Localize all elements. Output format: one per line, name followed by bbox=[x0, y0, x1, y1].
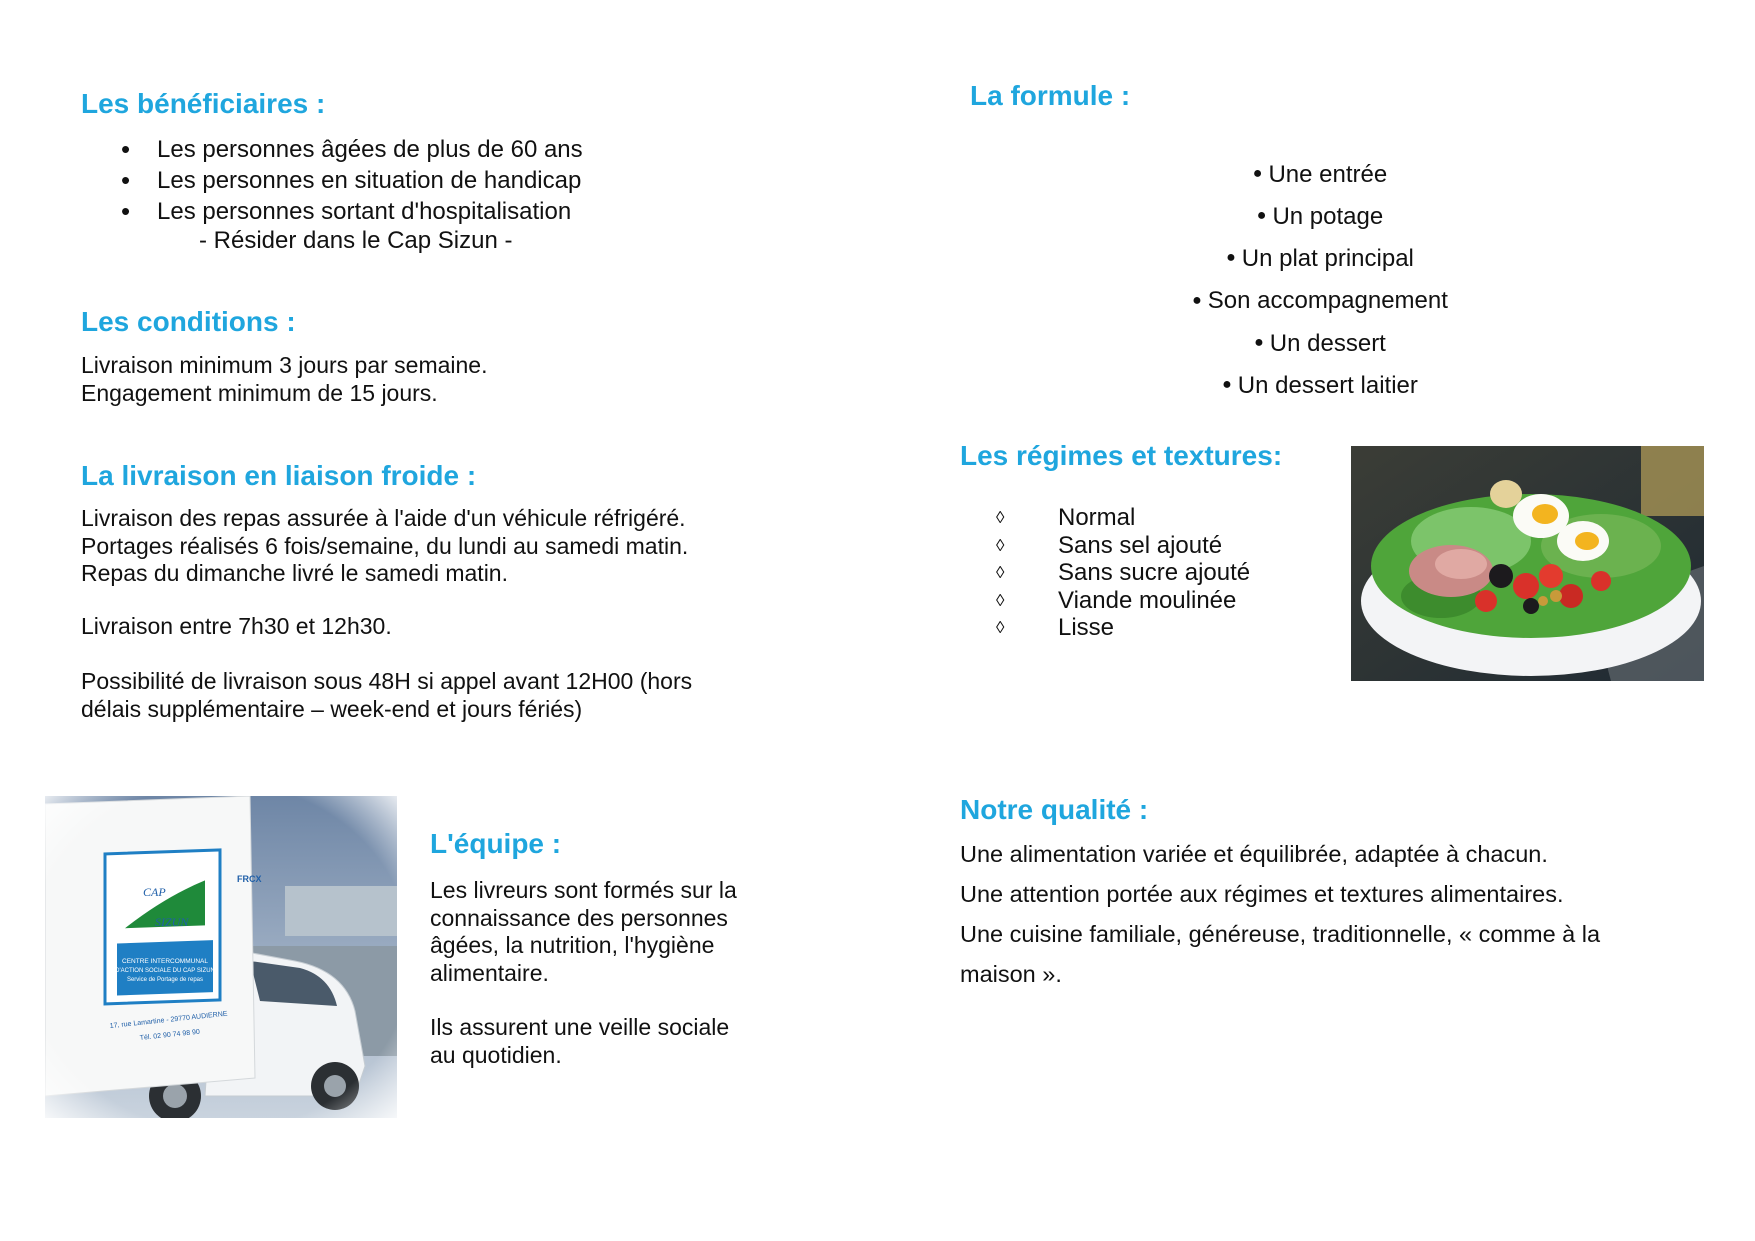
equipe-line: au quotidien. bbox=[430, 1041, 562, 1068]
bullet-icon: ● bbox=[1256, 207, 1267, 225]
delivery-van-photo bbox=[45, 796, 397, 1118]
conditions-line: Livraison minimum 3 jours par semaine. bbox=[81, 352, 488, 378]
salad-photo bbox=[1351, 446, 1704, 681]
diamond-icon: ◊ bbox=[996, 508, 1005, 527]
livraison-horaires: Livraison entre 7h30 et 12h30. bbox=[81, 613, 392, 639]
list-item: • Les personnes en situation de handicap bbox=[83, 165, 583, 196]
list-item: ● Son accompagnement bbox=[1192, 287, 1448, 315]
qualite-line: Une alimentation variée et équilibrée, adaptée à chacun. bbox=[960, 841, 1548, 867]
list-item: ● Un potage bbox=[1256, 203, 1384, 231]
formule-list bbox=[1125, 154, 1515, 407]
qualite-title: Notre qualité : bbox=[960, 794, 1149, 825]
equipe-line: connaissance des personnes bbox=[430, 904, 728, 931]
diamond-icon: ◊ bbox=[996, 535, 1005, 555]
regimes-title: Les régimes et textures: bbox=[960, 440, 1283, 471]
delivery-van-illustration bbox=[45, 796, 397, 1118]
qualite-line: maison ». bbox=[960, 961, 1062, 987]
bullet-icon: ● bbox=[1252, 165, 1263, 183]
diamond-icon: ◊ bbox=[996, 590, 1005, 610]
equipe-line: âgées, la nutrition, l'hygiène bbox=[430, 932, 715, 958]
livraison-title: La livraison en liaison froide : bbox=[81, 460, 477, 491]
conditions-line: Engagement minimum de 15 jours. bbox=[81, 379, 438, 406]
list-item: ● Une entrée bbox=[1252, 161, 1388, 188]
residence-note: - Résider dans le Cap Sizun - bbox=[199, 227, 513, 254]
list-item: ● Un dessert laitier bbox=[1222, 371, 1418, 399]
equipe-text bbox=[430, 877, 737, 987]
equipe-title: L'équipe : bbox=[430, 828, 562, 859]
bullet-icon: ● bbox=[1226, 249, 1236, 267]
bullet-icon: ● bbox=[1222, 375, 1232, 393]
beneficiaires-title: Les bénéficiaires : bbox=[81, 88, 326, 119]
list-item: • Les personnes âgées de plus de 60 ans bbox=[83, 134, 583, 165]
diamond-icon: ◊ bbox=[996, 563, 1005, 582]
delai-line: délais supplémentaire – week-end et jours fériés) bbox=[81, 695, 583, 722]
livraison-text bbox=[81, 505, 688, 588]
livraison-line: Livraison des repas assurée à l'aide d'un véhicule réfrigéré. bbox=[81, 505, 686, 531]
livraison-line: Repas du dimanche livré le samedi matin. bbox=[81, 560, 508, 586]
salad-illustration bbox=[1351, 446, 1704, 681]
livraison-line: Portages réalisés 6 fois/semaine, du lundi au samedi matin. bbox=[81, 532, 689, 559]
list-item: ● Un dessert bbox=[1254, 329, 1386, 357]
equipe-line: Ils assurent une veille sociale bbox=[430, 1014, 730, 1040]
list-item: ● Un plat principal bbox=[1226, 245, 1414, 273]
delai-line: Possibilité de livraison sous 48H si appel avant 12H00 (hors bbox=[81, 668, 693, 694]
diamond-icon: ◊ bbox=[996, 618, 1005, 637]
equipe-line: alimentaire. bbox=[430, 959, 549, 986]
formule-title: La formule : bbox=[970, 80, 1131, 111]
list-item: • Les personnes sortant d'hospitalisation bbox=[83, 196, 583, 227]
livraison-delai bbox=[81, 668, 692, 723]
conditions-text bbox=[81, 352, 488, 407]
qualite-line: Une attention portée aux régimes et textures alimentaires. bbox=[960, 881, 1564, 907]
equipe-line: Les livreurs sont formés sur la bbox=[430, 877, 737, 903]
qualite-text bbox=[960, 834, 1600, 994]
qualite-line: Une cuisine familiale, généreuse, traditionnelle, « comme à la bbox=[960, 921, 1601, 947]
beneficiaires-list bbox=[83, 134, 583, 227]
bullet-icon: ● bbox=[1254, 333, 1264, 351]
conditions-title: Les conditions : bbox=[81, 306, 296, 337]
equipe-text-2 bbox=[430, 1014, 729, 1069]
bullet-icon: ● bbox=[1192, 291, 1202, 309]
